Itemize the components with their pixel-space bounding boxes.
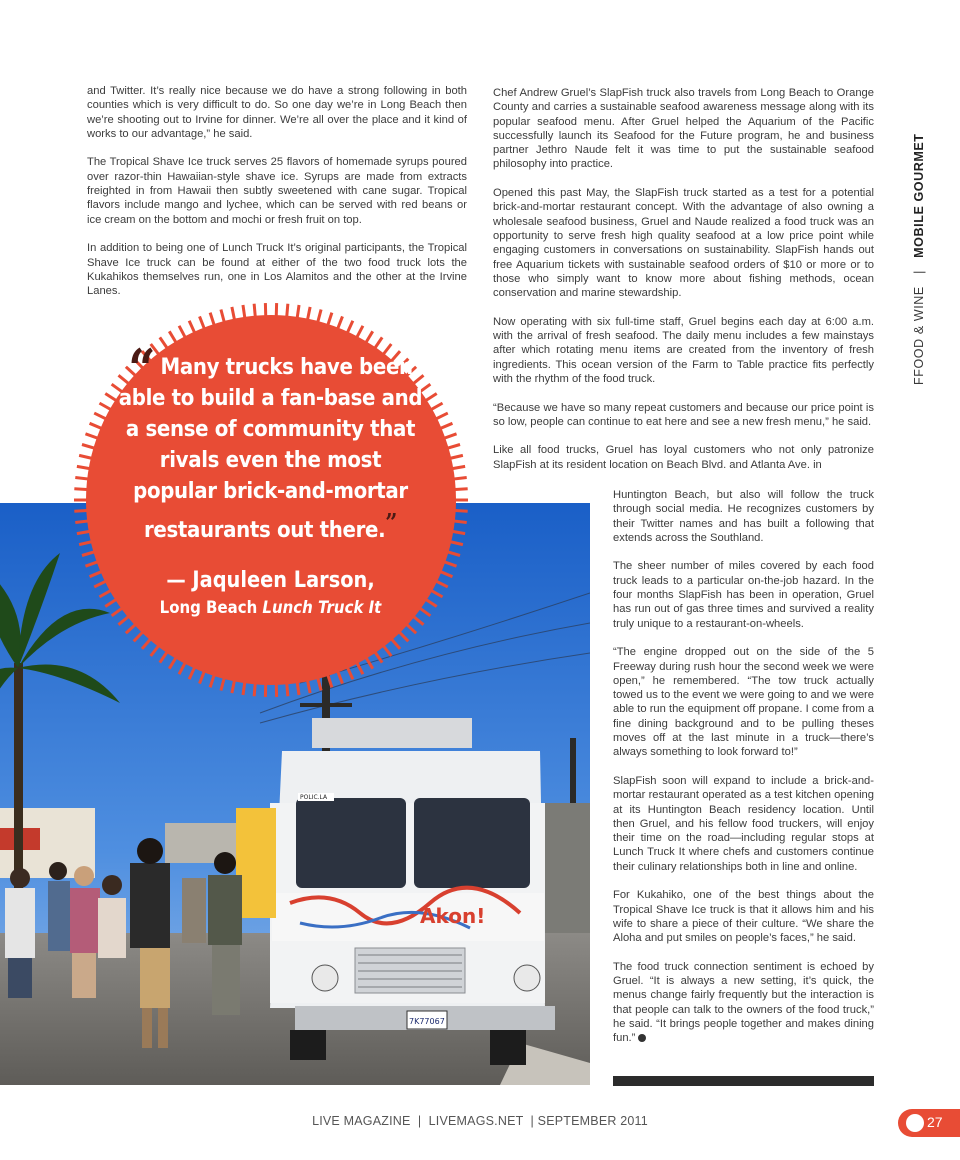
paragraph: and Twitter. It’s really nice because we do have a strong following in both counties which is very difficult to do. So one day we’re in Long Beach then we’re shooting out to Irvine for dinner. We’re all over the place and it kind of works to our advantage,” he said. bbox=[87, 85, 467, 140]
page-number: 27 bbox=[927, 1114, 943, 1130]
paragraph: Like all food trucks, Gruel has loyal customers who not only patronize SlapFish at its resident location on Beach Blvd. and Atlanta Ave. in bbox=[493, 444, 874, 471]
left-column bbox=[87, 84, 467, 313]
quote-organization bbox=[119, 596, 423, 620]
paragraph: Chef Andrew Gruel’s SlapFish truck also travels from Long Beach to Orange County and carries a sustainable seafood awareness message along with its popular seafood menu. After Gruel helped the Aquarium of the Pacific successfully launch its Seafood for the Future program, he and business partner Jethro Naude felt it was time to put the sustainable seafood philosophy into practice. bbox=[493, 87, 874, 171]
section-separator: | bbox=[912, 270, 926, 274]
truck-graffiti: Akon! bbox=[420, 904, 486, 928]
truck-plate: 7K77067 bbox=[409, 1017, 445, 1026]
section-label bbox=[912, 125, 926, 385]
quote-org-name: Lunch Truck It bbox=[262, 598, 382, 618]
end-mark-icon bbox=[638, 1034, 646, 1042]
paragraph: The food truck connection sentiment is echoed by Gruel. “It is always a new setting, it’s quick, the menus change fairly frequently but the interaction is that people can talk to the owners of the food truck,” he said. “It brings people together and makes dining fun.” bbox=[613, 960, 874, 1045]
paragraph: The sheer number of miles covered by each food truck leads to a particular on-the-job hazard. In the four months SlapFish has been in operation, Gruel has run out of gas three times and survived a reality truly unique to a restaurant-on-wheels. bbox=[613, 560, 874, 630]
article-end-bar bbox=[613, 1076, 874, 1086]
paragraph: For Kukahiko, one of the best things about the Tropical Shave Ice truck is that it allows him and his wife to share a piece of their culture. “We share the Aloha and put smiles on people’s faces,” he said. bbox=[613, 889, 874, 945]
paragraph: The Tropical Shave Ice truck serves 25 flavors of homemade syrups poured over razor-thin Hawaiian-style shave ice. Syrups are made from extracts freighted in from Hawaii then subtly sweetened with cane sugar. Tropical flavors include mango and lychee, which can be served with red beans or ice cream on the bottom and mochi or fresh fruit on top. bbox=[87, 156, 467, 226]
paragraph-last bbox=[613, 960, 874, 1046]
open-quote-mark: “ bbox=[128, 337, 156, 401]
paragraph: Now operating with six full-time staff, Gruel begins each day at 6:00 a.m. with the arrival of fresh seafood. The daily menu includes a few mainstays after which rotating menu items are created from the inventory of fresh ingredients. This ocean version of the Farm to Table practice fits perfectly with the rhythm of the food truck. bbox=[493, 315, 874, 385]
truck-tag: POLIC.LA bbox=[300, 794, 328, 801]
close-quote-mark: ” bbox=[385, 508, 398, 537]
quote-author: — Jaquleen Larson, bbox=[166, 568, 375, 593]
section-title: MOBILE GOURMET bbox=[912, 133, 926, 258]
paragraph: In addition to being one of Lunch Truck It’s original participants, the Tropical Shave Ice truck can be found at either of the two food truck lots the Kukahikos themselves run, one in Los Alamitos and the other at the Irvine Lanes. bbox=[87, 242, 467, 298]
right-column-bottom bbox=[613, 488, 874, 1046]
paragraph: SlapFish soon will expand to include a brick-and-mortar restaurant operated as a test kitchen opening at its Huntington Beach residency location. Until then Gruel, and his fellow food truckers, will enjoy their time on the road—including regular stops at Lunch Truck It where chefs and customers continue their culinary relationships both in line and online. bbox=[613, 774, 874, 873]
page-number-badge bbox=[898, 1109, 960, 1137]
footer-text: LIVE MAGAZINE | LIVEMAGS.NET | SEPTEMBER 2011 bbox=[312, 1114, 648, 1128]
circle-icon bbox=[906, 1114, 924, 1132]
paragraph: “Because we have so many repeat customers and because our price point is so low, people can continue to eat here and see a new fresh menu,” he said. bbox=[493, 401, 874, 428]
quote-org-prefix: Long Beach bbox=[159, 598, 258, 618]
page-footer bbox=[0, 1114, 960, 1128]
paragraph: Huntington Beach, but also will follow the truck through social media. He recognizes customers by their Twitter names and has built a following that extends across the Southland. bbox=[613, 489, 874, 544]
pull-quote-text: Many trucks have been able to build a fan-base and a sense of community that rivals even the most popular brick-and-mortar restaurants out there. bbox=[118, 354, 423, 543]
section-name: FFOOD & WINE bbox=[912, 286, 926, 385]
paragraph: Opened this past May, the SlapFish truck started as a test for a potential brick-and-mortar restaurant concept. With the advantage of also owning a wholesale seafood business, Gruel and Naude realized a food truck was an opportunity to serve fresh high quality seafood at a low price point while engaging customers in conversations on sustainability. SlapFish hands out free Aquarium tickets with sustainable seafood orders of $10 or more or to those who simply want to know more about fishing methods, ocean conservation and marine stewardship. bbox=[493, 187, 874, 300]
pull-quote bbox=[118, 337, 423, 546]
right-column-top bbox=[493, 86, 874, 472]
pull-quote-attribution bbox=[119, 566, 423, 620]
paragraph: “The engine dropped out on the side of the 5 Freeway during rush hour the second week we were open,” he remembered. “The tow truck actually towed us to the event we were going to and we were able to run the equipment off propane. I come from a fine dining background and to be pulling theses moves off at the last minute in a truck—there’s always something to look forward to!” bbox=[613, 646, 874, 759]
